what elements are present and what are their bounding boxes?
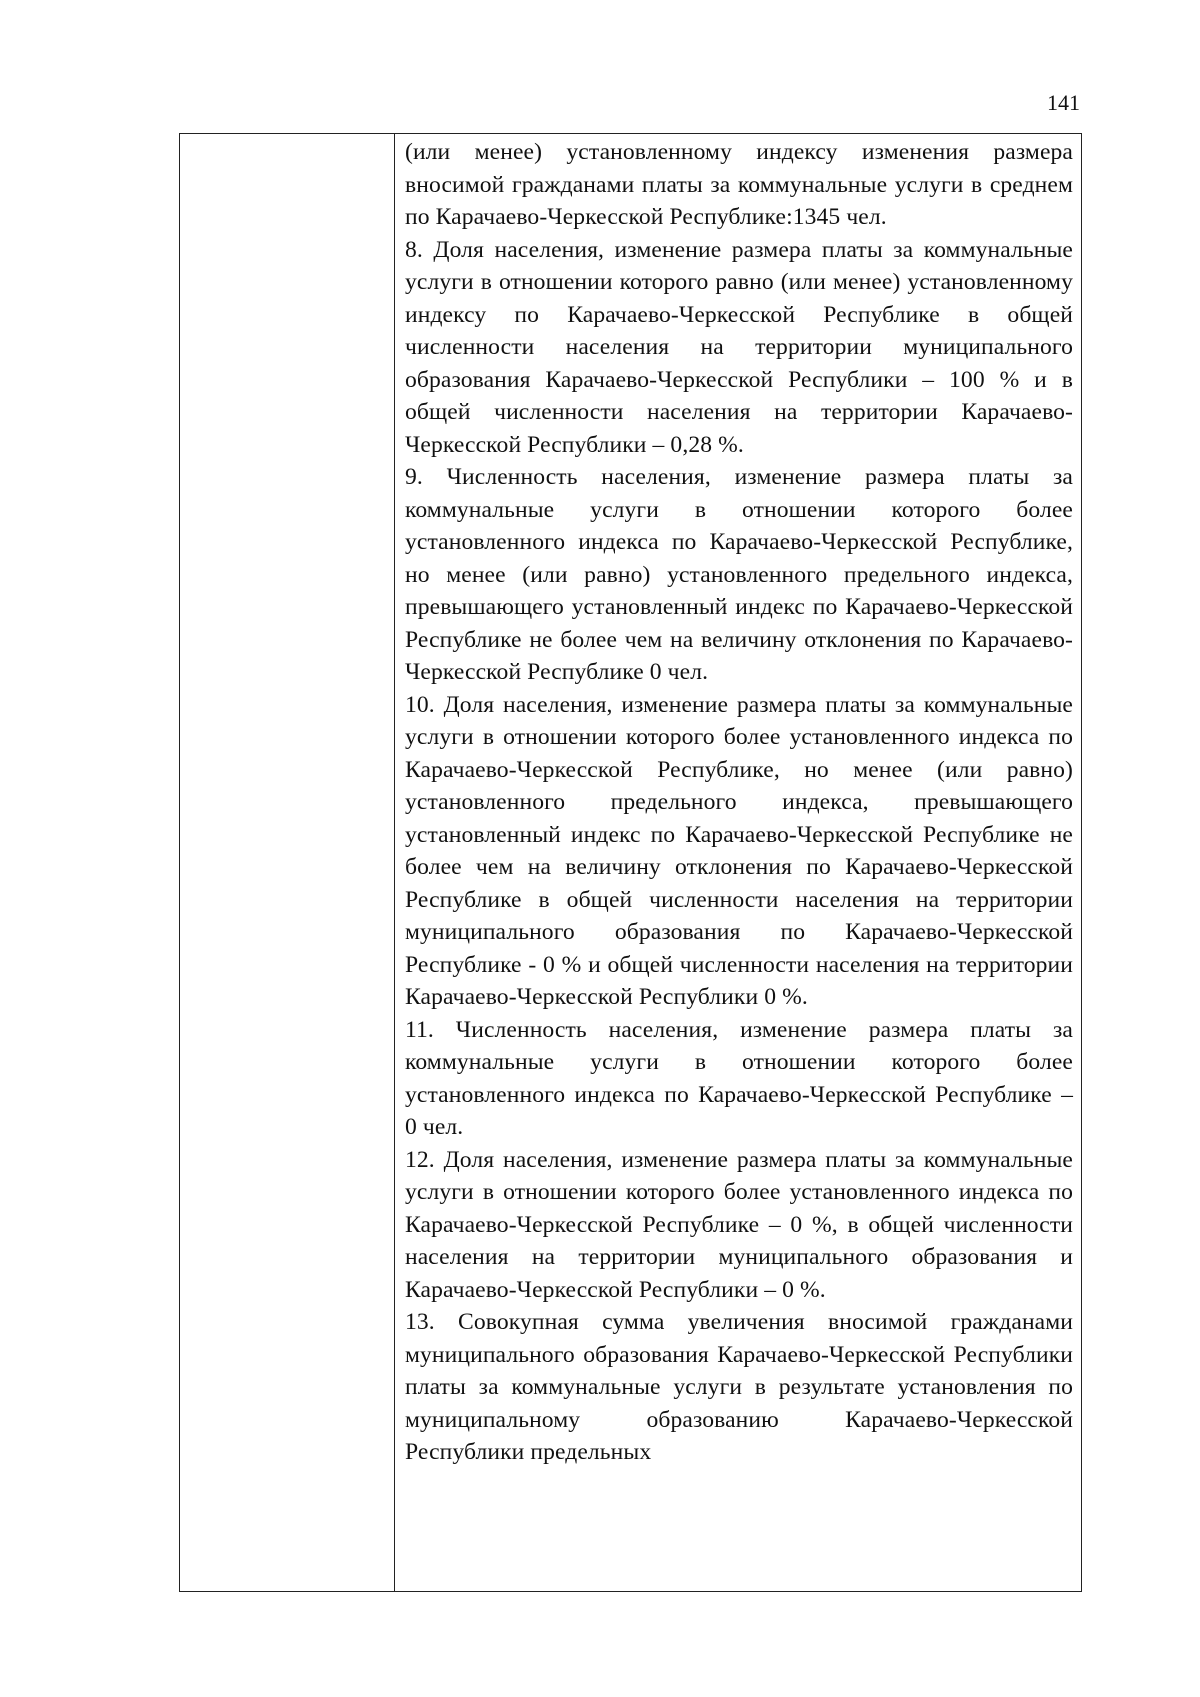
paragraph-item-12: 12. Доля населения, изменение размера платы за коммунальные услуги в отношении которого более установленного индекса по Карачаево-Черкесской Республике – 0 %, в общей численности населения на территории муниципального образования и Карачаево-Черкесской Республики – 0 %.	[405, 1146, 1073, 1303]
paragraph-item-10: 10. Доля населения, изменение размера платы за коммунальные услуги в отношении которого более установленного индекса по Карачаево-Черкесской Республике, но менее (или равно) установленного предельного индекса, превышающего установленный индекс по Карачаево-Черкесской Республике не более чем на величину отклонения по Карачаево-Черкесской Республике в общей численности населения на территории муниципального образования по Карачаево-Черкесской Республике - 0 % и общей численности населения на территории Карачаево-Черкесской Республики 0 %.	[405, 691, 1073, 1010]
paragraph-item-8: 8. Доля населения, изменение размера платы за коммунальные услуги в отношении которого равно (или менее) установленному индексу по Карачаево-Черкесской Республике в общей численности населения на территории муниципального образования Карачаево-Черкесской Республики – 100 % и в общей численности населения на территории Карачаево-Черкесской Республики – 0,28 %.	[405, 236, 1073, 458]
document-table	[179, 133, 1082, 1592]
paragraph-item-11: 11. Численность населения, изменение размера платы за коммунальные услуги в отношении которого более установленного индекса по Карачаево-Черкесской Республике – 0 чел.	[405, 1016, 1073, 1140]
table-right-cell	[395, 134, 1081, 1591]
paragraph-item-9: 9. Численность населения, изменение размера платы за коммунальные услуги в отношении которого более установленного индекса по Карачаево-Черкесской Республике, но менее (или равно) установленного предельного индекса, превышающего установленный индекс по Карачаево-Черкесской Республике не более чем на величину отклонения по Карачаево-Черкесской Республике 0 чел.	[405, 464, 1073, 685]
paragraph-continuation: (или менее) установленному индексу изменения размера вносимой гражданами платы за коммунальные услуги в среднем по Карачаево-Черкесской Республике:1345 чел.	[405, 139, 1073, 230]
table-left-cell	[180, 134, 395, 1591]
paragraph-item-13: 13. Совокупная сумма увеличения вносимой гражданами муниципального образования Карачаево-Черкесской Республики платы за коммунальные услуги в результате установления по муниципальному образованию Карачаево-Черкесской Республики предельных	[405, 1309, 1073, 1465]
page-number: 141	[1047, 90, 1080, 115]
